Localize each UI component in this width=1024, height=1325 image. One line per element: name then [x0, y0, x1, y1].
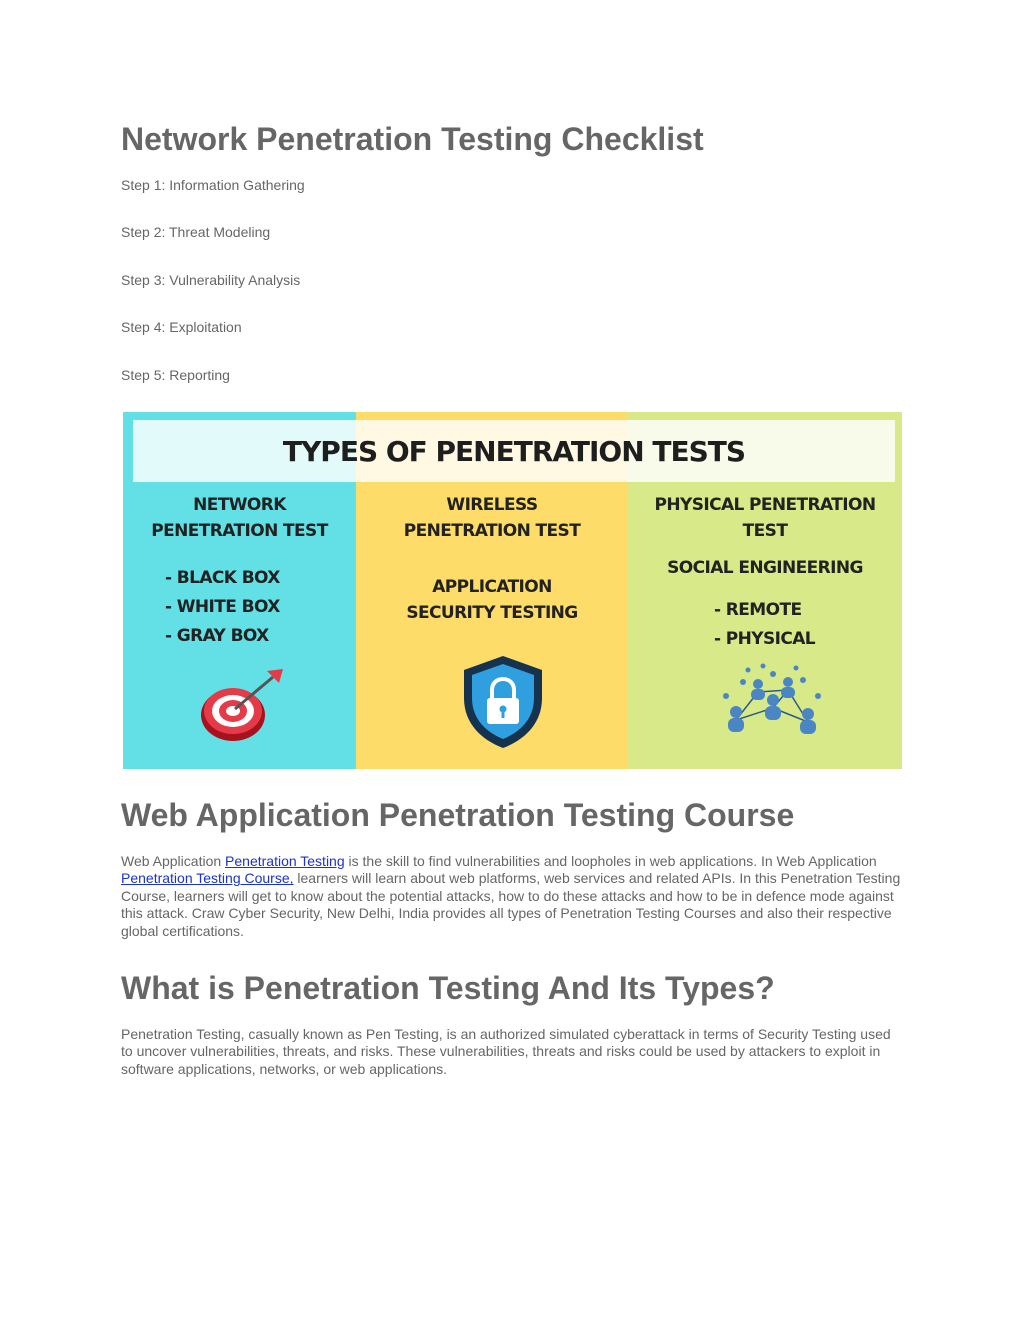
checklist-heading: Network Penetration Testing Checklist — [121, 121, 704, 157]
paragraph-text: learners will learn about web platforms, web services and related APIs. In this Penetration Testing Course, learners will get to know about the potential attacks, how to do these attacks and how to be in defence mode against this attack. Craw Cyber Security, New Delhi, India provides all types of Penetration Testing Courses and also their respective global certifications. — [121, 870, 901, 939]
types-paragraph: Penetration Testing, casually known as Pen Testing, is an authorized simulated cyberattack in terms of Security Testing used to uncover vulnerabilities, threats, and risks. These vulnerabilities, threats and risks could be used by attackers to exploit in software applications, networks, or web applications. — [121, 1026, 891, 1077]
heading-line: PENETRATION TEST — [151, 521, 328, 542]
list-item: - REMOTE — [714, 600, 802, 620]
course-heading: Web Application Penetration Testing Course — [121, 797, 795, 833]
types-heading: What is Penetration Testing And Its Types? — [121, 970, 775, 1006]
penetration-tests-infographic — [123, 412, 902, 769]
heading-line: SECURITY TESTING — [406, 603, 578, 624]
shield-lock-icon — [458, 652, 548, 752]
list-item: - BLACK BOX — [165, 568, 280, 588]
heading-line: APPLICATION — [432, 577, 552, 597]
people-network-icon — [718, 662, 828, 740]
penetration-testing-link[interactable]: Penetration Testing — [225, 853, 345, 869]
wireless-heading — [356, 492, 628, 545]
heading-line: WIRELESS — [446, 495, 538, 515]
physical-list — [714, 596, 815, 654]
heading-line: TEST — [742, 521, 788, 542]
step-item: Step 4: Exploitation — [121, 319, 242, 335]
heading-line: NETWORK — [193, 495, 286, 515]
network-heading — [123, 492, 356, 545]
target-icon — [195, 667, 295, 747]
infographic-title-banner — [133, 420, 895, 482]
heading-line: PENETRATION TEST — [403, 521, 581, 542]
step-item: Step 1: Information Gathering — [121, 177, 305, 193]
step-item: Step 3: Vulnerability Analysis — [121, 272, 301, 288]
network-list — [165, 564, 280, 651]
physical-heading — [628, 492, 902, 545]
step-item: Step 2: Threat Modeling — [121, 224, 271, 240]
infographic-title: TYPES OF PENETRATION TESTS — [282, 434, 746, 468]
list-item: - PHYSICAL — [714, 629, 816, 649]
course-paragraph — [121, 853, 905, 940]
paragraph-text: Web Application — [121, 853, 226, 869]
step-item: Step 5: Reporting — [121, 367, 230, 383]
application-security-heading — [356, 574, 628, 627]
list-item: - WHITE BOX — [165, 597, 280, 617]
heading-line: PHYSICAL PENETRATION — [654, 495, 876, 515]
social-engineering-heading: SOCIAL ENGINEERING — [667, 558, 863, 578]
list-item: - GRAY BOX — [165, 626, 269, 646]
paragraph-text: is the skill to find vulnerabilities and loopholes in web applications. In Web Application — [344, 853, 877, 869]
penetration-testing-course-link[interactable]: Penetration Testing Course, — [121, 870, 294, 887]
